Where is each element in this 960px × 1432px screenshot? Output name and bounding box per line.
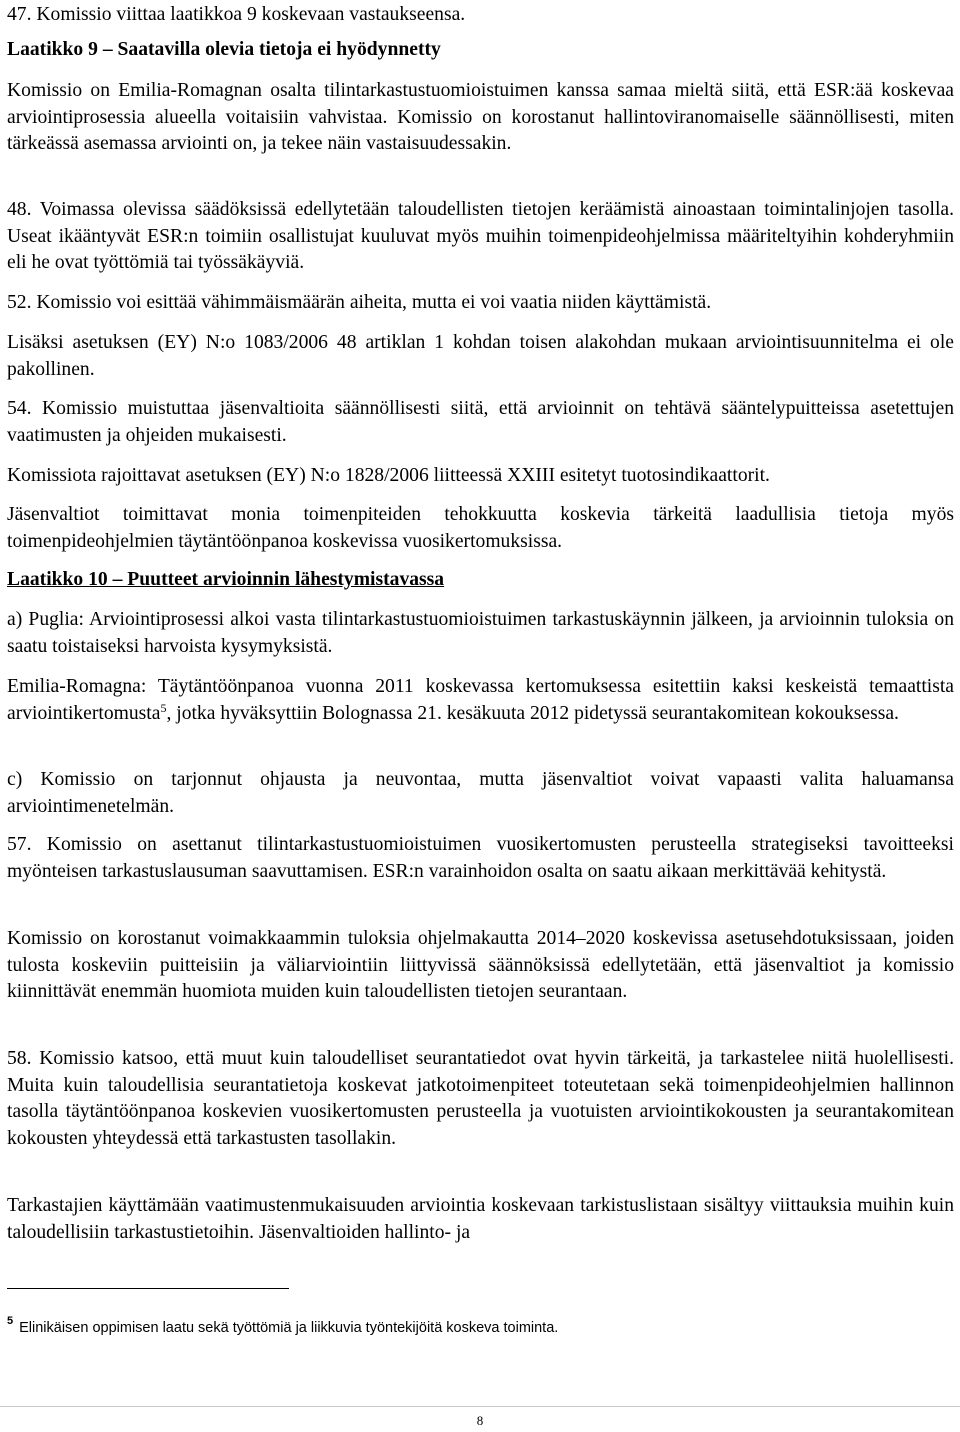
box-10-item-a: a) Puglia: Arviointiprosessi alkoi vasta tilintarkastustuomioistuimen tarkastuskäynnin jälkeen, ja arvioinnin tuloksia on saatu toistaiseksi harvoista kysymyksistä. xyxy=(7,609,954,657)
box-10-emilia-romagna xyxy=(7,674,954,727)
paragraph-57-continued: Komissio on korostanut voimakkaammin tuloksia ohjelmakautta 2014–2020 koskevissa asetusehdotuksissaan, joiden tulosta koskeviin puitteisiin ja väliarviointiin liittyvissä säännöksissä edellytetään, että jäsenvaltiot ja komissio kiinnittävät enemmän huomiota muiden kuin taloudellisten tietojen seurantaan. xyxy=(7,928,954,1002)
footnote-separator xyxy=(7,1288,289,1289)
paragraph-52-continued: Lisäksi asetuksen (EY) N:o 1083/2006 48 artiklan 1 kohdan toisen alakohdan mukaan arviointisuunnitelma ei ole pakollinen. xyxy=(7,332,954,380)
emilia-romagna-text-start: Emilia-Romagna: Täytäntöönpanoa vuonna 2011 koskevassa kertomuksessa esitettiin kaksi keskeistä temaattista arviointikertomusta xyxy=(7,676,954,724)
box-10-title: Laatikko 10 – Puutteet arvioinnin lähestymistavassa xyxy=(7,569,445,590)
emilia-romagna-text-end: , jotka hyväksyttiin Bolognassa 21. kesäkuuta 2012 pidetyssä seurantakomitean kokouksessa. xyxy=(166,702,899,724)
paragraph-58: 58. Komissio katsoo, että muut kuin taloudelliset seurantatiedot ovat hyvin tärkeitä, ja tarkastelee niitä huolellisesti. Muita kuin taloudellisia seurantatietoja koskevat jatkotoimenpiteet toteutetaan sekä toimenpideohjelmien hallinnon tasolla täytäntöönpanoa koskevien vuosikertomusten perusteella ja vuotuisten arviointikokousten ja seurantakomitean kokousten yhteydessä että tarkastusten tasollakin. xyxy=(7,1048,954,1149)
paragraph-54-annual-reports: Jäsenvaltiot toimittavat monia toimenpiteiden tehokkuutta koskevia tärkeitä laadullisia tietoja myös toimenpideohjelmien täytäntöönpanoa koskevissa vuosikertomuksissa. xyxy=(7,504,954,552)
footnote-text: Elinikäisen oppimisen laatu sekä työttömiä ja liikkuvia työntekijöitä koskeva toiminta. xyxy=(19,1320,559,1336)
footer-divider xyxy=(0,1406,960,1407)
paragraph-54-output-indicators: Komissiota rajoittavat asetuksen (EY) N:o 1828/2006 liitteessä XXIII esitetyt tuotosindikaattorit. xyxy=(7,465,770,486)
box-10-item-c: c) Komissio on tarjonnut ohjausta ja neuvontaa, mutta jäsenvaltiot voivat vapaasti valita haluamansa arviointimenetelmän. xyxy=(7,769,954,817)
footnote xyxy=(7,1315,947,1338)
footnote-number: 5 xyxy=(7,1315,14,1327)
page-number: 8 xyxy=(476,1413,484,1428)
box-9-title: Laatikko 9 – Saatavilla olevia tietoja ei hyödynnetty xyxy=(7,39,441,60)
paragraph-47: 47. Komissio viittaa laatikkoa 9 koskevaan vastaukseensa. xyxy=(7,4,466,25)
footnote-reference: 5 xyxy=(160,700,167,715)
paragraph-54: 54. Komissio muistuttaa jäsenvaltioita säännöllisesti siitä, että arvioinnit on tehtävä sääntelypuitteissa asetettujen vaatimusten ja ohjeiden mukaisesti. xyxy=(7,398,954,446)
paragraph-57: 57. Komissio on asettanut tilintarkastustuomioistuimen vuosikertomusten perusteella strategiseksi tavoitteeksi myönteisen tarkastuslausuman saavuttamisen. ESR:n varainhoidon osalta on saatu aikaan merkittävää kehitystä. xyxy=(7,834,954,882)
paragraph-48: 48. Voimassa olevissa säädöksissä edellytetään taloudellisten tietojen keräämistä ainoastaan toimintalinjojen tasolla. Useat ikääntyvät ESR:n toimiin osallistujat kuuluvat myös muihin toimenpideohjelmissa määriteltyihin kohderyhmiin eli he ovat työttömiä tai työssäkäyviä. xyxy=(7,199,954,273)
paragraph-58-continued: Tarkastajien käyttämään vaatimustenmukaisuuden arviointia koskevaan tarkistuslistaan sisältyy viittauksia muihin kuin taloudellisiin tarkastustietoihin. Jäsenvaltioiden hallinto- ja xyxy=(7,1195,954,1243)
paragraph-52: 52. Komissio voi esittää vähimmäismäärän aiheita, mutta ei voi vaatia niiden käyttämistä. xyxy=(7,292,712,313)
box-9-paragraph: Komissio on Emilia-Romagnan osalta tilintarkastustuomioistuimen kanssa samaa mieltä siitä, että ESR:ää koskevaa arviointiprosessia alueella voitaisiin vahvistaa. Komissio on korostanut hallintoviranomaiselle säännöllisesti, miten tärkeässä asemassa arviointi on, ja tekee näin vastaisuudessakin. xyxy=(7,80,954,154)
